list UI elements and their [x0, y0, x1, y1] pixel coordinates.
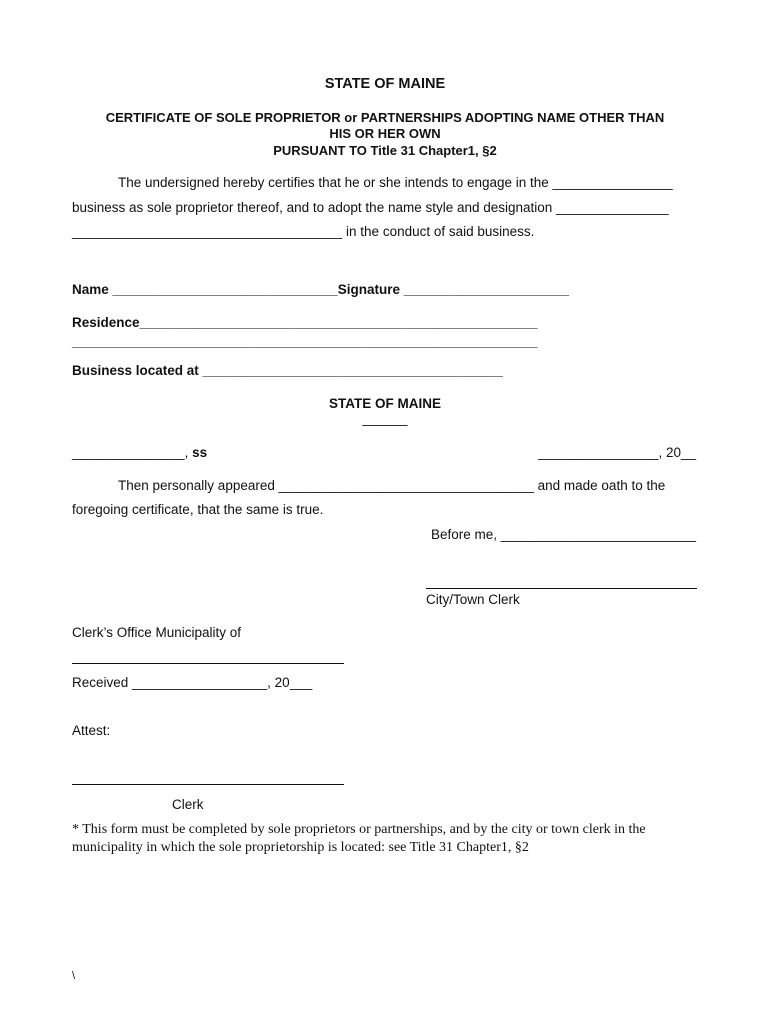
- clerks-office-label: Clerk’s Office Municipality of: [72, 625, 242, 640]
- certification-line-2: business as sole proprietor thereof, and to adopt the name style and designation _______________: [72, 200, 669, 215]
- county-blank[interactable]: _______________,: [72, 445, 193, 460]
- footnote-line-2: municipality in which the sole proprietorship is located: see Title 31 Chapter1, §2: [72, 840, 529, 855]
- city-town-clerk-label: City/Town Clerk: [426, 592, 520, 607]
- stray-mark: \: [72, 970, 76, 982]
- certificate-title-line-1: CERTIFICATE OF SOLE PROPRIETOR or PARTNERSHIPS ADOPTING NAME OTHER THAN: [105, 110, 665, 125]
- certification-line-1: The undersigned hereby certifies that he or she intends to engage in the ________________: [118, 175, 673, 190]
- certificate-title-line-3: PURSUANT TO Title 31 Chapter1, §2: [273, 143, 497, 158]
- oath-heading: STATE OF MAINE: [329, 396, 441, 411]
- oath-heading-rule: ______: [362, 411, 408, 426]
- certificate-title-line-2: HIS OR HER OWN: [329, 126, 441, 141]
- residence-field[interactable]: Residence_____________________________________________________: [72, 315, 538, 330]
- name-signature-field[interactable]: Name ______________________________Signature ______________________: [72, 282, 569, 297]
- certification-line-3: ____________________________________ in the conduct of said business.: [72, 224, 535, 239]
- county-field[interactable]: [72, 445, 207, 460]
- municipality-rule[interactable]: [72, 663, 344, 664]
- appeared-line-1[interactable]: Then personally appeared __________________________________ and made oath to the: [118, 478, 666, 493]
- before-me-field[interactable]: Before me, __________________________: [431, 527, 696, 542]
- clerk-signature-rule[interactable]: [426, 588, 697, 589]
- received-field[interactable]: Received __________________, 20___: [72, 675, 313, 690]
- clerk-label: Clerk: [172, 797, 204, 812]
- appeared-line-2: foregoing certificate, that the same is true.: [72, 502, 324, 517]
- ss-label: ss: [192, 445, 208, 460]
- document-heading: STATE OF MAINE: [324, 76, 446, 92]
- attest-label: Attest:: [72, 723, 111, 738]
- business-location-field[interactable]: Business located at ________________________________________: [72, 363, 503, 378]
- residence-field-continued[interactable]: ______________________________________________________________: [72, 334, 538, 349]
- footnote-line-1: * This form must be completed by sole proprietors or partnerships, and by the city or town clerk in the: [72, 822, 646, 837]
- oath-date-field[interactable]: ________________, 20__: [538, 445, 696, 460]
- attest-signature-rule[interactable]: [72, 784, 344, 785]
